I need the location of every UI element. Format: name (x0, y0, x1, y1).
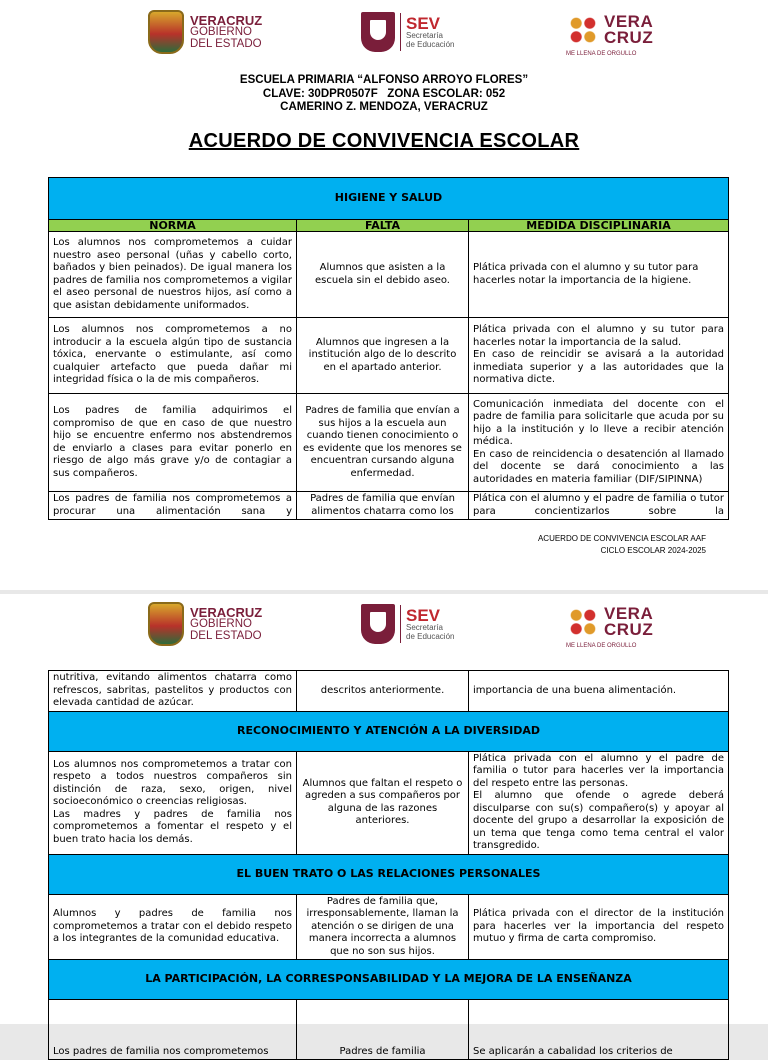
norma-cell: Los alumnos nos comprometemos a cuidar nuestro aseo personal (uñas y cabello corto, bañados y bien peinados). De igual manera los padres de familia nos comprometemos a vigilar el aseo personal de nuestros hijos, así como a que asistan debidamente uniformados. (49, 232, 297, 318)
falta-cell: Padres de familia que envían a sus hijos a la escuela aun cuando tienen conocimiento o es evidente que los menores se encuentran cursando alguna enfermedad. (297, 394, 469, 492)
header-norma: NORMA (49, 220, 297, 232)
document-title: ACUERDO DE CONVIVENCIA ESCOLAR (188, 130, 580, 152)
table-row (49, 318, 729, 394)
section-title: HIGIENE Y SALUD (49, 178, 729, 220)
falta-cell: descritos anteriormente. (297, 671, 469, 712)
medida-cell: importancia de una buena alimentación. (469, 671, 729, 712)
falta-cell: Alumnos que ingresen a la institución algo de lo descrito en el apartado anterior. (297, 318, 469, 394)
table-row (49, 671, 729, 712)
norma-cell: Los padres de familia adquirimos el compromiso de que en caso de que nuestro hijo se encuentre enfermo nos abstendremos de enviarlo a clases para evitar ponerlo en riesgo de algo más grave y/o de contagiar a sus compañeros. (49, 394, 297, 492)
table-row (49, 232, 729, 318)
document-page-2 (0, 594, 768, 1057)
falta-cell: Alumnos que asisten a la escuela sin el debido aseo. (297, 232, 469, 318)
medida-cell: Plática privada con el alumno y su tutor para hacerles notar la importancia de la higiene. (469, 232, 729, 318)
medida-cell: Plática privada con el director de la institución para hacerles ver la importancia del respeto mutuo y firma de carta compromiso. (469, 894, 729, 960)
falta-cell: Padres de familia que envían alimentos chatarra como los (297, 492, 469, 520)
school-header (0, 74, 768, 115)
norma-cell: Alumnos y padres de familia nos comprometemos a tratar con el debido respeto a los integrantes de la comunidad educativa. (49, 894, 297, 960)
sev-shield-icon (361, 604, 395, 644)
sev-logo: SEV Secretaría de Educación (361, 12, 454, 52)
logo-tagline: ME LLENA DE ORGULLO (566, 643, 637, 649)
medida-cell: Se aplicarán a cabalidad los criterios de (469, 1000, 729, 1060)
norma-cell: nutritiva, evitando alimentos chatarra como refrescos, sabritas, pastelitos y productos con elevada cantidad de azúcar. (49, 671, 297, 712)
page-footer: ACUERDO DE CONVIVENCIA ESCOLAR AAF CICLO ESCOLAR 2024-2025 (537, 534, 706, 555)
coat-of-arms-icon (148, 602, 184, 646)
veracruz-flower-icon (566, 13, 600, 47)
section-title: EL BUEN TRATO O LAS RELACIONES PERSONALES (49, 854, 729, 894)
table-row (49, 894, 729, 960)
header-falta: FALTA (297, 220, 469, 232)
section-title: RECONOCIMIENTO Y ATENCIÓN A LA DIVERSIDAD (49, 711, 729, 751)
medida-cell: Plática privada con el alumno y el padre de familia o tutor para hacerles ver la importancia del respeto entre las personas. El alumno que ofende o agrede deberá disculparse con su(s) compañero(s) y apoyar al docente del grupo a desarrollar la exposición de un tema que tenga como tema central el valor transgredido. (469, 751, 729, 854)
logo-tagline: ME LLENA DE ORGULLO (566, 51, 637, 57)
veracruz-flower-icon (566, 605, 600, 639)
table-row (49, 492, 729, 520)
veracruz-gobierno-logo: VERACRUZ GOBIERNO DEL ESTADO (148, 10, 262, 54)
agreement-table-2 (48, 670, 729, 1060)
sev-shield-icon (361, 12, 395, 52)
coat-of-arms-icon (148, 10, 184, 54)
table-row (49, 394, 729, 492)
header-row (49, 220, 729, 232)
logo-bar (0, 8, 768, 68)
section-row (49, 960, 729, 1000)
school-name: ESCUELA PRIMARIA “ALFONSO ARROYO FLORES” (239, 74, 529, 86)
section-title: LA PARTICIPACIÓN, LA CORRESPONSABILIDAD Y LA MEJORA DE LA ENSEÑANZA (49, 960, 729, 1000)
falta-cell: Alumnos que faltan el respeto o agreden a sus compañeros por alguna de las razones anteriores. (297, 751, 469, 854)
table-row (49, 751, 729, 854)
norma-cell: Los padres de familia nos comprometemos (49, 1000, 297, 1060)
norma-cell: Los alumnos nos comprometemos a no introducir a la escuela algún tipo de sustancia tóxica, enervante o estimulante, así como cualquier artefacto que pueda dañar mi integridad física o la de mis compañeros. (49, 318, 297, 394)
logo-bar (0, 600, 768, 660)
medida-cell: Plática privada con el alumno y su tutor para hacerles notar la importancia de la salud. En caso de reincidir se avisará a la autoridad inmediata superior y a las autoridades que la normativa dicte. (469, 318, 729, 394)
agreement-table-1 (48, 177, 729, 520)
sev-logo: SEV Secretaría de Educación (361, 604, 454, 644)
header-medida: MEDIDA DISCIPLINARIA (469, 220, 729, 232)
falta-cell: Padres de familia (297, 1000, 469, 1060)
norma-cell: Los alumnos nos comprometemos a tratar con respeto a todos nuestros compañeros sin distinción de raza, sexo, origen, nivel socioeconómico o creencias religiosas. Las madres y padres de familia nos comprometemos a fomentar el respeto y el buen trato hacia los demás. (49, 751, 297, 854)
veracruz-gobierno-logo: VERACRUZ GOBIERNO DEL ESTADO (148, 602, 262, 646)
school-code: CLAVE: 30DPR0507F ZONA ESCOLAR: 052 (262, 87, 506, 100)
section-row (49, 854, 729, 894)
medida-cell: Plática con el alumno y el padre de familia o tutor para concientizarlos sobre la (469, 492, 729, 520)
section-row (49, 711, 729, 751)
falta-cell: Padres de familia que, irresponsablemente, llaman la atención o se dirigen de una manera incorrecta a alumnos que no son sus hijos. (297, 894, 469, 960)
veracruz-marca-logo: VERA CRUZ (566, 605, 653, 639)
table-row (49, 1000, 729, 1060)
school-location: CAMERINO Z. MENDOZA, VERACRUZ (280, 101, 488, 113)
section-row (49, 178, 729, 220)
medida-cell: Comunicación inmediata del docente con el padre de familia para solicitarle que acuda por su hijo a la institución y lo lleve a recibir atención médica. En caso de reincidencia o desatención al llamado del docente se dará conocimiento a las autoridades en materia familiar (DIF/SIPINNA) (469, 394, 729, 492)
norma-cell: Los padres de familia nos comprometemos a procurar una alimentación sana y (49, 492, 297, 520)
veracruz-marca-logo: VERA CRUZ (566, 13, 653, 47)
